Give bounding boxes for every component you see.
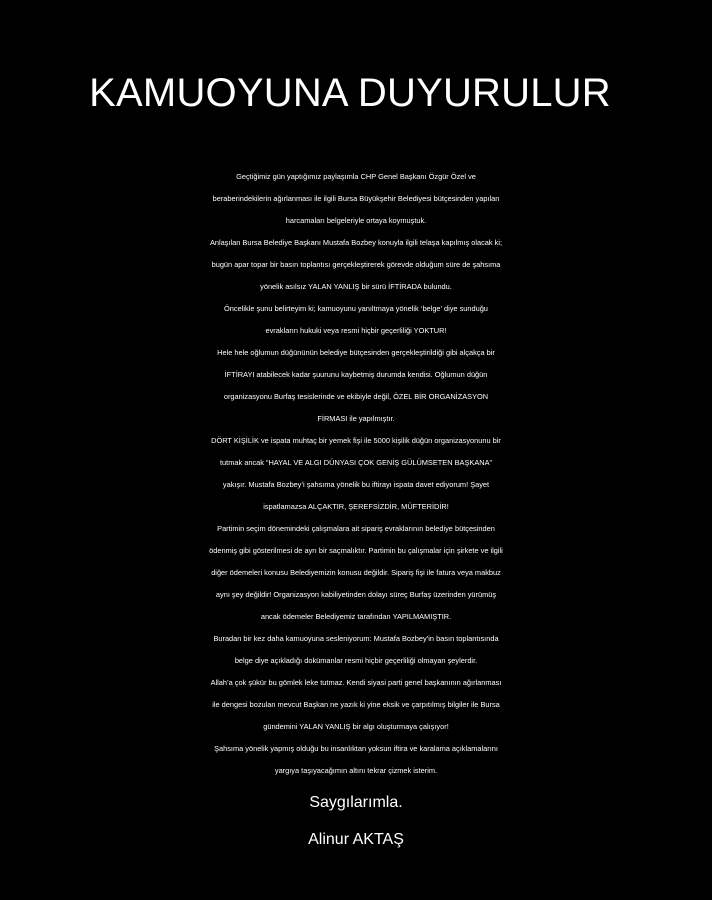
body-line: ödenmiş gibi gösterilmesi de ayrı bir saçmalıktır. Partimin bu çalışmalar için şirkete ve ilgili	[209, 546, 503, 555]
body-line: bugün apar topar bir basın toplantısı gerçekleştirerek görevde olduğum süre de şahsıma	[211, 260, 501, 269]
body-line: Anlaşılan Bursa Belediye Başkanı Mustafa Bozbey konuyla ilgili telaşa kapılmış olacak ki;	[209, 238, 503, 247]
body-line: belge diye açıkladığı dokümanlar resmi hiçbir geçerliliği olmayan şeylerdir.	[234, 656, 478, 665]
body-line: yakışır. Mustafa Bozbey’i şahsıma yönelik bu iftirayı ispata davet ediyorum! Şayet	[222, 480, 490, 489]
closing-salutation: Saygılarımla.	[309, 794, 403, 811]
body-line: Hele hele oğlumun düğününün belediye bütçesinden gerçekleştirildiği gibi alçakça bir	[217, 348, 495, 357]
body-line: organizasyonu Burfaş tesislerinde ve ekibiyle değil, ÖZEL BİR ORGANİZASYON	[223, 392, 489, 401]
body-line: Geçtiğimiz gün yaptığımız paylaşımla CHP Genel Başkanı Özgür Özel ve	[236, 172, 476, 181]
body-line: yönelik asılsız YALAN YANLIŞ bir sürü İFTİRADA bulundu.	[260, 282, 452, 291]
signature-name: Alinur AKTAŞ	[308, 831, 404, 848]
body-line: ancak ödemeler Belediyemiz tarafından YAPILMAMIŞTIR.	[260, 612, 452, 621]
body-line: tutmak ancak “HAYAL VE ALGI DÜNYASI ÇOK GENİŞ GÜLÜMSETEN BAŞKANA”	[219, 458, 493, 467]
body-line: ispatlamazsa ALÇAKTIR, ŞEREFSİZDİR, MÜFTERİDİR!	[263, 502, 449, 511]
body-line: aynı şey değildir! Organizasyon kabiliyetinden dolayı süreç Burfaş üzerinden yürümüş	[215, 590, 497, 599]
body-line: Allah’a çok şükür bu gömlek leke tutmaz. Kendi siyasi parti genel başkanının ağırlanması	[210, 678, 502, 687]
body-line: evrakların hukuki veya resmi hiçbir geçerliliği YOKTUR!	[265, 326, 447, 335]
body-line: gündemini YALAN YANLIŞ bir algı oluşturmaya çalışıyor!	[263, 722, 449, 731]
body-line: diğer ödemeleri konusu Belediyemizin konusu değildir. Sipariş fişi ile fatura veya makbuz	[211, 568, 501, 577]
body-line: yargıya taşıyacağımın altını tekrar çizmek isterim.	[274, 766, 438, 775]
body-line: Partimin seçim dönemindeki çalışmalara ait sipariş evraklarının belediye bütçesinden	[217, 524, 495, 533]
body-line: Buradan bir kez daha kamuoyuna sesleniyorum: Mustafa Bozbey’in basın toplantısında	[213, 634, 499, 643]
body-line: harcamaları belgeleriyle ortaya koymuştuk.	[285, 216, 427, 225]
announcement-body	[0, 166, 712, 782]
body-line: Öncelikle şunu belirteyim ki; kamuoyunu yanıltmaya yönelik ‘belge’ diye sunduğu	[224, 304, 488, 313]
announcement-title: KAMUOYUNA DUYURULUR	[89, 71, 611, 115]
body-line: Şahsıma yönelik yapmış olduğu bu insanlıktan yoksun iftira ve karalama açıklamalarını	[214, 744, 498, 753]
body-line: İFTİRAYI atabilecek kadar şuurunu kaybetmiş durumda kendisi. Oğlumun düğün	[224, 370, 488, 379]
body-line: ile dengesi bozulan mevcut Başkan ne yazık ki yine eksik ve çarpıtılmış bilgiler ile Bursa	[212, 700, 500, 709]
body-line: DÖRT KİŞİLİK ve ispata muhtaç bir yemek fişi ile 5000 kişilik düğün organizasyonunu bir	[211, 436, 501, 445]
body-line: FİRMASI ile yapılmıştır.	[317, 414, 395, 423]
body-line: beraberindekilerin ağırlanması ile ilgili Bursa Büyükşehir Belediyesi bütçesinden yapılan	[212, 194, 500, 203]
